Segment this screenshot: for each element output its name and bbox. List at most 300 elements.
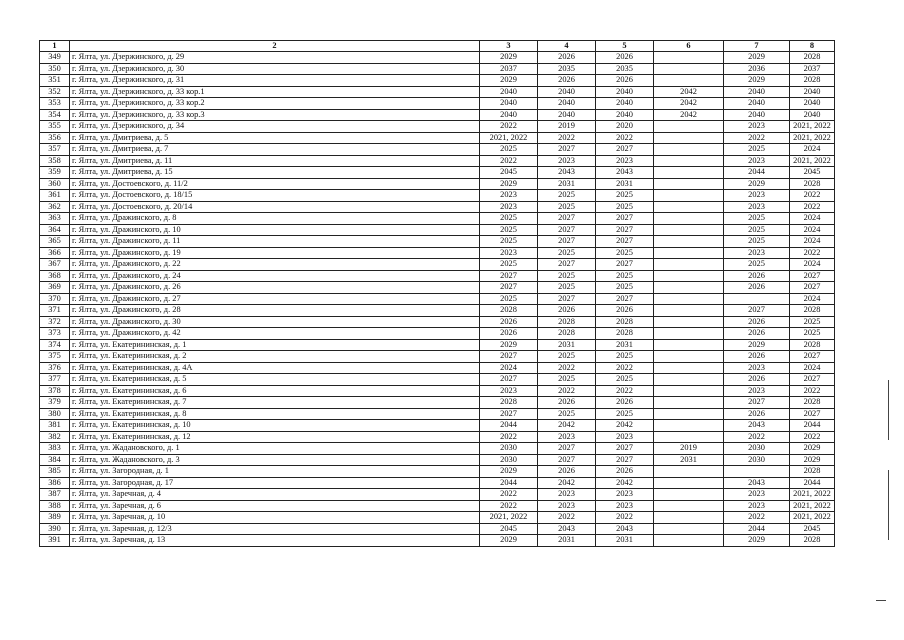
value-cell: 2040	[538, 98, 596, 110]
value-cell: 2024	[790, 213, 835, 225]
value-cell	[654, 155, 724, 167]
value-cell: 2027	[790, 282, 835, 294]
address-cell: г. Ялта, ул. Екатерининская, д. 10	[70, 420, 480, 432]
address-cell: г. Ялта, ул. Дражинского, д. 22	[70, 259, 480, 271]
value-cell	[654, 201, 724, 213]
value-cell: 2022	[790, 201, 835, 213]
value-cell: 2025	[538, 408, 596, 420]
value-cell: 2031	[654, 454, 724, 466]
value-cell: 2022	[480, 431, 538, 443]
value-cell: 2044	[790, 477, 835, 489]
value-cell: 2029	[480, 466, 538, 478]
value-cell: 2026	[538, 397, 596, 409]
value-cell: 2023	[724, 489, 790, 501]
value-cell	[654, 408, 724, 420]
address-cell: г. Ялта, ул. Екатерининская, д. 8	[70, 408, 480, 420]
value-cell: 2025	[724, 224, 790, 236]
row-number-cell: 360	[40, 178, 70, 190]
table-row	[40, 98, 835, 110]
value-cell: 2042	[654, 86, 724, 98]
table-header-row	[40, 41, 835, 52]
row-number-cell: 385	[40, 466, 70, 478]
row-number-cell: 364	[40, 224, 70, 236]
row-number-cell: 391	[40, 535, 70, 547]
value-cell: 2027	[538, 144, 596, 156]
address-cell: г. Ялта, ул. Дзержинского, д. 33 кор.2	[70, 98, 480, 110]
value-cell: 2026	[596, 75, 654, 87]
value-cell: 2027	[790, 408, 835, 420]
row-number-cell: 355	[40, 121, 70, 133]
value-cell: 2025	[724, 236, 790, 248]
table-row	[40, 535, 835, 547]
value-cell: 2040	[790, 86, 835, 98]
value-cell: 2040	[790, 98, 835, 110]
table-row	[40, 167, 835, 179]
value-cell: 2040	[538, 109, 596, 121]
row-number-cell: 370	[40, 293, 70, 305]
value-cell: 2030	[480, 454, 538, 466]
value-cell: 2023	[480, 385, 538, 397]
value-cell: 2025	[480, 259, 538, 271]
value-cell: 2028	[790, 535, 835, 547]
value-cell	[724, 466, 790, 478]
value-cell: 2027	[480, 408, 538, 420]
value-cell: 2023	[596, 431, 654, 443]
value-cell: 2025	[480, 293, 538, 305]
value-cell: 2029	[724, 52, 790, 64]
value-cell	[654, 489, 724, 501]
row-number-cell: 359	[40, 167, 70, 179]
value-cell: 2025	[790, 328, 835, 340]
value-cell: 2026	[538, 466, 596, 478]
value-cell	[654, 420, 724, 432]
value-cell: 2022	[790, 190, 835, 202]
table-row	[40, 178, 835, 190]
value-cell: 2027	[480, 282, 538, 294]
address-cell: г. Ялта, ул. Екатерининская, д. 7	[70, 397, 480, 409]
row-number-cell: 363	[40, 213, 70, 225]
value-cell: 2040	[480, 86, 538, 98]
address-cell: г. Ялта, ул. Дмитриева, д. 11	[70, 155, 480, 167]
value-cell: 2026	[724, 351, 790, 363]
value-cell	[654, 259, 724, 271]
value-cell: 2024	[790, 362, 835, 374]
value-cell: 2025	[480, 144, 538, 156]
column-header: 2	[70, 41, 480, 52]
value-cell: 2024	[790, 293, 835, 305]
value-cell: 2027	[596, 293, 654, 305]
value-cell: 2042	[538, 477, 596, 489]
value-cell: 2025	[538, 247, 596, 259]
value-cell: 2023	[596, 489, 654, 501]
value-cell: 2045	[790, 523, 835, 535]
table-row	[40, 328, 835, 340]
value-cell: 2022	[790, 247, 835, 259]
value-cell: 2026	[724, 316, 790, 328]
value-cell: 2042	[596, 420, 654, 432]
value-cell: 2023	[538, 155, 596, 167]
row-number-cell: 350	[40, 63, 70, 75]
row-number-cell: 351	[40, 75, 70, 87]
value-cell: 2023	[724, 362, 790, 374]
address-cell: г. Ялта, ул. Достоевского, д. 11/2	[70, 178, 480, 190]
value-cell: 2025	[596, 247, 654, 259]
value-cell	[654, 374, 724, 386]
value-cell: 2024	[790, 236, 835, 248]
table-row	[40, 132, 835, 144]
table-row	[40, 339, 835, 351]
value-cell	[654, 431, 724, 443]
value-cell: 2025	[596, 408, 654, 420]
value-cell: 2023	[596, 155, 654, 167]
value-cell: 2037	[480, 63, 538, 75]
address-cell: г. Ялта, ул. Дзержинского, д. 31	[70, 75, 480, 87]
address-cell: г. Ялта, ул. Загородная, д. 17	[70, 477, 480, 489]
address-cell: г. Ялта, ул. Достоевского, д. 20/14	[70, 201, 480, 213]
value-cell	[654, 523, 724, 535]
value-cell: 2029	[480, 535, 538, 547]
row-number-cell: 373	[40, 328, 70, 340]
value-cell: 2025	[790, 316, 835, 328]
value-cell: 2028	[596, 316, 654, 328]
address-cell: г. Ялта, ул. Заречная, д. 13	[70, 535, 480, 547]
value-cell: 2025	[596, 374, 654, 386]
row-number-cell: 372	[40, 316, 70, 328]
row-number-cell: 371	[40, 305, 70, 317]
row-number-cell: 354	[40, 109, 70, 121]
table-row	[40, 144, 835, 156]
value-cell: 2029	[724, 535, 790, 547]
table-row	[40, 500, 835, 512]
value-cell: 2023	[724, 385, 790, 397]
table-row	[40, 408, 835, 420]
value-cell: 2028	[790, 178, 835, 190]
value-cell: 2023	[724, 500, 790, 512]
address-cell: г. Ялта, ул. Дражинского, д. 11	[70, 236, 480, 248]
value-cell: 2024	[790, 259, 835, 271]
value-cell: 2040	[596, 86, 654, 98]
value-cell: 2021, 2022	[480, 132, 538, 144]
value-cell: 2025	[480, 236, 538, 248]
value-cell: 2019	[654, 443, 724, 455]
value-cell	[654, 52, 724, 64]
table-row	[40, 282, 835, 294]
value-cell: 2023	[724, 190, 790, 202]
value-cell: 2027	[724, 397, 790, 409]
value-cell: 2023	[538, 500, 596, 512]
row-number-cell: 367	[40, 259, 70, 271]
value-cell: 2025	[724, 259, 790, 271]
value-cell: 2027	[538, 213, 596, 225]
address-cell: г. Ялта, ул. Дражинского, д. 42	[70, 328, 480, 340]
value-cell: 2045	[480, 523, 538, 535]
value-cell: 2028	[596, 328, 654, 340]
value-cell	[654, 397, 724, 409]
value-cell	[654, 236, 724, 248]
address-cell: г. Ялта, ул. Дражинского, д. 28	[70, 305, 480, 317]
value-cell: 2044	[790, 420, 835, 432]
table-row	[40, 466, 835, 478]
value-cell: 2043	[596, 523, 654, 535]
value-cell	[654, 316, 724, 328]
value-cell: 2030	[480, 443, 538, 455]
value-cell: 2025	[596, 270, 654, 282]
table-row	[40, 443, 835, 455]
value-cell: 2026	[596, 397, 654, 409]
table-row	[40, 213, 835, 225]
value-cell	[654, 477, 724, 489]
value-cell: 2026	[538, 52, 596, 64]
row-number-cell: 356	[40, 132, 70, 144]
value-cell: 2026	[724, 328, 790, 340]
value-cell: 2030	[724, 443, 790, 455]
value-cell	[654, 351, 724, 363]
value-cell: 2023	[480, 190, 538, 202]
scan-edge-mark	[888, 470, 889, 540]
value-cell: 2029	[790, 454, 835, 466]
value-cell: 2026	[724, 374, 790, 386]
value-cell	[654, 224, 724, 236]
value-cell: 2031	[596, 535, 654, 547]
value-cell: 2043	[538, 167, 596, 179]
housing-schedule-table	[39, 40, 835, 547]
value-cell: 2028	[538, 316, 596, 328]
column-header: 7	[724, 41, 790, 52]
row-number-cell: 389	[40, 512, 70, 524]
row-number-cell: 383	[40, 443, 70, 455]
table-row	[40, 86, 835, 98]
address-cell: г. Ялта, ул. Екатерининская, д. 2	[70, 351, 480, 363]
address-cell: г. Ялта, ул. Жадановского, д. 1	[70, 443, 480, 455]
address-cell: г. Ялта, ул. Дзержинского, д. 29	[70, 52, 480, 64]
value-cell: 2042	[538, 420, 596, 432]
column-header: 6	[654, 41, 724, 52]
value-cell: 2031	[596, 339, 654, 351]
column-header: 3	[480, 41, 538, 52]
value-cell: 2028	[790, 397, 835, 409]
value-cell: 2027	[596, 224, 654, 236]
value-cell: 2031	[596, 178, 654, 190]
value-cell	[654, 270, 724, 282]
value-cell: 2042	[596, 477, 654, 489]
address-cell: г. Ялта, ул. Заречная, д. 10	[70, 512, 480, 524]
value-cell: 2042	[654, 109, 724, 121]
value-cell: 2031	[538, 178, 596, 190]
table-row	[40, 121, 835, 133]
value-cell: 2026	[724, 282, 790, 294]
address-cell: г. Ялта, ул. Дражинского, д. 27	[70, 293, 480, 305]
value-cell: 2025	[538, 282, 596, 294]
row-number-cell: 349	[40, 52, 70, 64]
value-cell: 2043	[538, 523, 596, 535]
table-row	[40, 362, 835, 374]
value-cell	[654, 305, 724, 317]
column-header: 8	[790, 41, 835, 52]
value-cell: 2023	[724, 247, 790, 259]
value-cell: 2023	[538, 489, 596, 501]
table-row	[40, 247, 835, 259]
value-cell	[654, 132, 724, 144]
address-cell: г. Ялта, ул. Заречная, д. 12/3	[70, 523, 480, 535]
value-cell: 2044	[480, 420, 538, 432]
table-row	[40, 523, 835, 535]
value-cell: 2043	[724, 477, 790, 489]
table-row	[40, 201, 835, 213]
value-cell: 2040	[596, 98, 654, 110]
value-cell	[654, 339, 724, 351]
row-number-cell: 380	[40, 408, 70, 420]
value-cell: 2022	[724, 431, 790, 443]
table-row	[40, 270, 835, 282]
table-row	[40, 109, 835, 121]
value-cell: 2027	[724, 305, 790, 317]
value-cell: 2021, 2022	[790, 121, 835, 133]
row-number-cell: 390	[40, 523, 70, 535]
value-cell: 2026	[480, 328, 538, 340]
value-cell: 2028	[538, 328, 596, 340]
value-cell: 2040	[724, 109, 790, 121]
value-cell: 2027	[538, 443, 596, 455]
address-cell: г. Ялта, ул. Дзержинского, д. 34	[70, 121, 480, 133]
table-row	[40, 420, 835, 432]
value-cell: 2027	[596, 213, 654, 225]
row-number-cell: 358	[40, 155, 70, 167]
row-number-cell: 384	[40, 454, 70, 466]
value-cell: 2027	[596, 454, 654, 466]
value-cell: 2027	[480, 270, 538, 282]
value-cell	[654, 63, 724, 75]
value-cell	[654, 282, 724, 294]
value-cell: 2029	[790, 443, 835, 455]
value-cell: 2025	[596, 351, 654, 363]
value-cell: 2027	[538, 236, 596, 248]
table-row	[40, 512, 835, 524]
value-cell: 2025	[538, 351, 596, 363]
scan-edge-mark	[888, 380, 889, 440]
value-cell: 2022	[724, 132, 790, 144]
row-number-cell: 362	[40, 201, 70, 213]
value-cell: 2040	[724, 86, 790, 98]
value-cell: 2040	[790, 109, 835, 121]
value-cell: 2031	[538, 535, 596, 547]
value-cell: 2036	[724, 63, 790, 75]
value-cell: 2022	[538, 512, 596, 524]
value-cell: 2022	[480, 121, 538, 133]
value-cell: 2025	[596, 190, 654, 202]
value-cell: 2024	[790, 224, 835, 236]
value-cell: 2025	[596, 282, 654, 294]
value-cell: 2025	[538, 270, 596, 282]
value-cell	[654, 466, 724, 478]
address-cell: г. Ялта, ул. Дмитриева, д. 7	[70, 144, 480, 156]
value-cell: 2022	[596, 385, 654, 397]
table-row	[40, 305, 835, 317]
value-cell: 2029	[480, 75, 538, 87]
value-cell: 2025	[724, 213, 790, 225]
value-cell: 2022	[480, 489, 538, 501]
address-cell: г. Ялта, ул. Дражинского, д. 8	[70, 213, 480, 225]
table-row	[40, 75, 835, 87]
value-cell: 2031	[538, 339, 596, 351]
row-number-cell: 369	[40, 282, 70, 294]
value-cell	[654, 121, 724, 133]
value-cell: 2035	[538, 63, 596, 75]
address-cell: г. Ялта, ул. Дражинского, д. 26	[70, 282, 480, 294]
table-row	[40, 224, 835, 236]
value-cell: 2022	[480, 500, 538, 512]
table-row	[40, 63, 835, 75]
value-cell	[654, 328, 724, 340]
address-cell: г. Ялта, ул. Дмитриева, д. 15	[70, 167, 480, 179]
value-cell: 2021, 2022	[790, 155, 835, 167]
row-number-cell: 353	[40, 98, 70, 110]
address-cell: г. Ялта, ул. Загородная, д. 1	[70, 466, 480, 478]
scan-edge-mark	[876, 600, 886, 601]
table-row	[40, 397, 835, 409]
row-number-cell: 377	[40, 374, 70, 386]
value-cell: 2043	[596, 167, 654, 179]
address-cell: г. Ялта, ул. Дражинского, д. 24	[70, 270, 480, 282]
value-cell	[654, 178, 724, 190]
value-cell	[654, 167, 724, 179]
table-row	[40, 431, 835, 443]
value-cell: 2027	[538, 454, 596, 466]
address-cell: г. Ялта, ул. Екатерининская, д. 1	[70, 339, 480, 351]
row-number-cell: 375	[40, 351, 70, 363]
value-cell: 2023	[724, 121, 790, 133]
row-number-cell: 381	[40, 420, 70, 432]
value-cell: 2027	[538, 293, 596, 305]
value-cell: 2042	[654, 98, 724, 110]
value-cell: 2044	[480, 477, 538, 489]
value-cell: 2027	[790, 270, 835, 282]
value-cell: 2028	[480, 397, 538, 409]
address-cell: г. Ялта, ул. Жадановского, д. 3	[70, 454, 480, 466]
value-cell: 2023	[480, 247, 538, 259]
value-cell: 2022	[790, 385, 835, 397]
table-row	[40, 293, 835, 305]
value-cell	[654, 75, 724, 87]
value-cell	[654, 362, 724, 374]
value-cell: 2022	[538, 132, 596, 144]
value-cell: 2030	[724, 454, 790, 466]
value-cell	[654, 190, 724, 202]
row-number-cell: 386	[40, 477, 70, 489]
row-number-cell: 374	[40, 339, 70, 351]
address-cell: г. Ялта, ул. Екатерининская, д. 4А	[70, 362, 480, 374]
value-cell: 2026	[538, 75, 596, 87]
address-cell: г. Ялта, ул. Заречная, д. 4	[70, 489, 480, 501]
value-cell: 2022	[538, 385, 596, 397]
value-cell: 2025	[538, 201, 596, 213]
value-cell: 2027	[596, 236, 654, 248]
value-cell	[654, 535, 724, 547]
table-row	[40, 385, 835, 397]
value-cell: 2021, 2022	[790, 132, 835, 144]
value-cell: 2022	[480, 155, 538, 167]
row-number-cell: 387	[40, 489, 70, 501]
value-cell	[654, 213, 724, 225]
address-cell: г. Ялта, ул. Достоевского, д. 18/15	[70, 190, 480, 202]
value-cell: 2025	[538, 190, 596, 202]
value-cell: 2023	[480, 201, 538, 213]
value-cell: 2027	[480, 374, 538, 386]
value-cell: 2026	[596, 52, 654, 64]
table-row	[40, 316, 835, 328]
value-cell	[654, 512, 724, 524]
value-cell: 2026	[724, 270, 790, 282]
table-row	[40, 52, 835, 64]
